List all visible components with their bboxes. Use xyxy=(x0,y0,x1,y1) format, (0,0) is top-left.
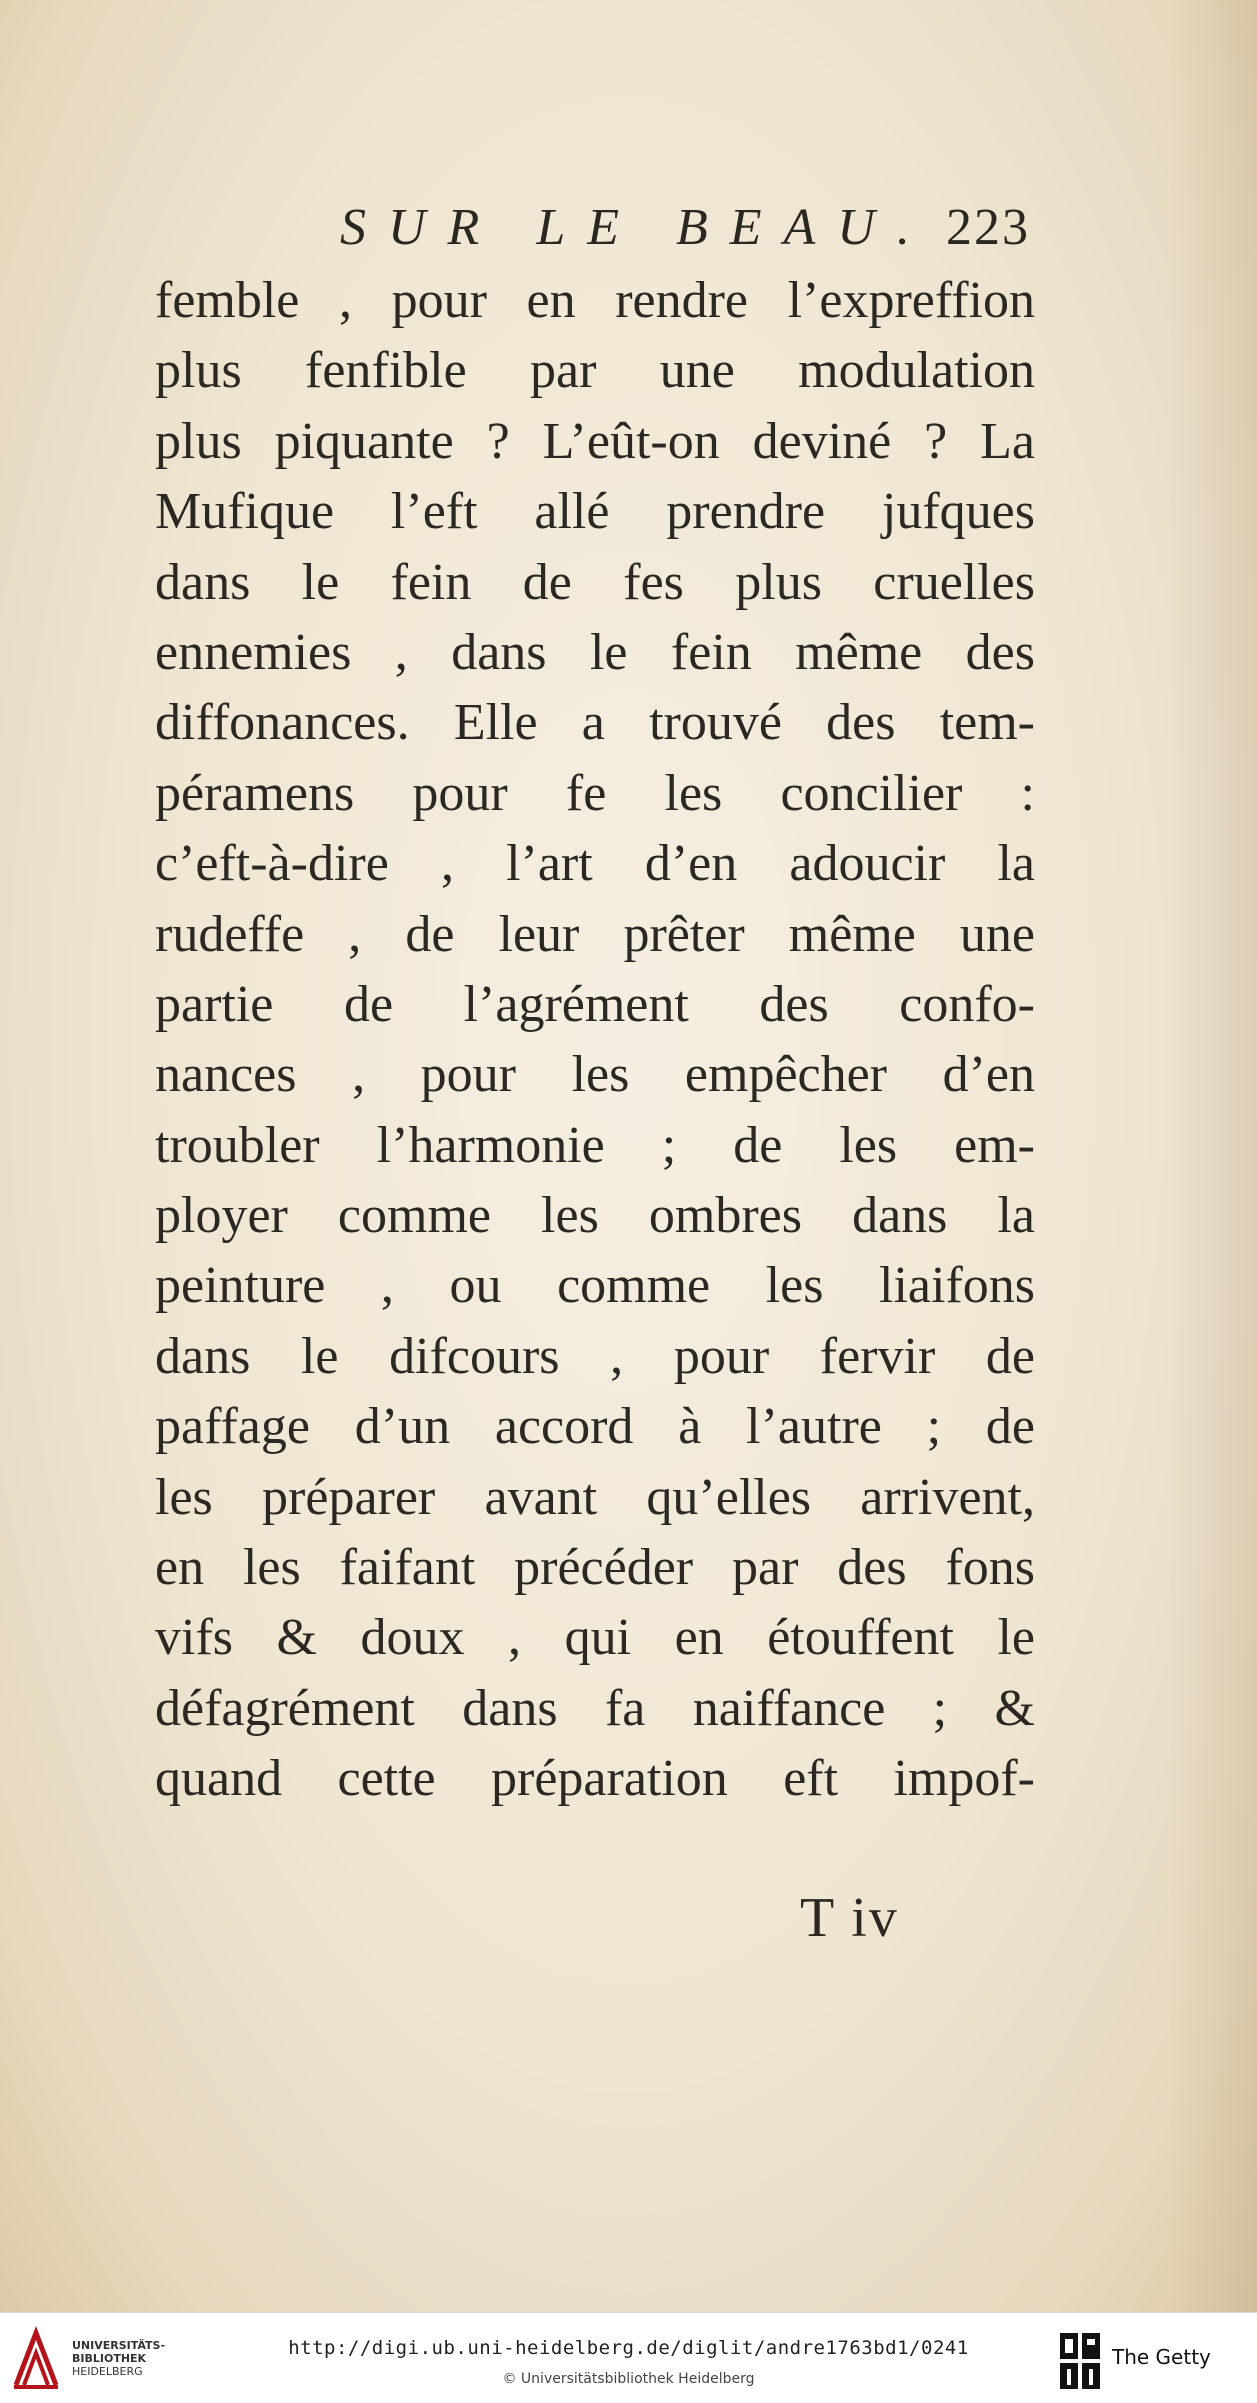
text-line: dans le difcours , pour fervir de xyxy=(155,1327,1035,1385)
text-line: vifs & doux , qui en étouffent le xyxy=(155,1609,1035,1667)
text-line: ployer comme les ombres dans la xyxy=(155,1187,1035,1245)
text-line: plus piquante ? L’eût-on deviné ? La xyxy=(155,412,1035,470)
text-line: femble , pour en rendre l’expreffion xyxy=(155,272,1035,329)
library-name-line: UNIVERSITÄTS- xyxy=(72,2339,166,2352)
text-line: c’eft-à-dire , l’art d’en adoucir la xyxy=(155,835,1035,893)
permalink-url[interactable]: http://digi.ub.uni-heidelberg.de/diglit/andre1763bd1/0241 xyxy=(288,2337,969,2359)
text-line: péramens pour fe les concilier : xyxy=(155,764,1035,822)
library-name-line: BIBLIOTHEK xyxy=(72,2352,147,2365)
text-line: défagrément dans fa naiffance ; & xyxy=(155,1679,1035,1737)
text-line: en les faifant précéder par des fons xyxy=(155,1539,1035,1597)
text-line: les préparer avant qu’elles arrivent, xyxy=(155,1468,1035,1526)
body-text xyxy=(155,266,1035,1815)
viewer-footer xyxy=(0,2312,1257,2403)
text-line: peinture , ou comme les liaifons xyxy=(155,1257,1035,1315)
signature-mark: T iv xyxy=(800,1887,899,1949)
text-line: troubler l’harmonie ; de les em- xyxy=(155,1116,1035,1174)
running-title: SUR LE BEAU. xyxy=(340,199,932,256)
text-line: rudeffe , de leur prêter même une xyxy=(155,905,1035,963)
page-number: 223 xyxy=(946,199,1030,256)
partner-name: The Getty xyxy=(1112,2345,1211,2369)
text-line: Mufique l’eft allé prendre jufques xyxy=(155,483,1035,541)
text-line: ennemies , dans le fein même des xyxy=(155,623,1035,681)
text-line: diffonances. Elle a trouvé des tem- xyxy=(155,694,1035,752)
text-line: paffage d’un accord à l’autre ; de xyxy=(155,1398,1035,1456)
text-line: plus fenfible par une modulation xyxy=(155,342,1035,400)
getty-logo-icon xyxy=(1058,2331,1102,2391)
text-line: dans le fein de fes plus cruelles xyxy=(155,553,1035,611)
text-line: nances , pour les empêcher d’en xyxy=(155,1046,1035,1104)
page-header xyxy=(150,198,1030,270)
library-name-line: HEIDELBERG xyxy=(72,2365,143,2378)
text-line: partie de l’agrément des confo- xyxy=(155,975,1035,1033)
text-line: quand cette préparation eft impof- xyxy=(155,1750,1035,1808)
copyright-notice: © Universitätsbibliothek Heidelberg xyxy=(502,2371,755,2387)
